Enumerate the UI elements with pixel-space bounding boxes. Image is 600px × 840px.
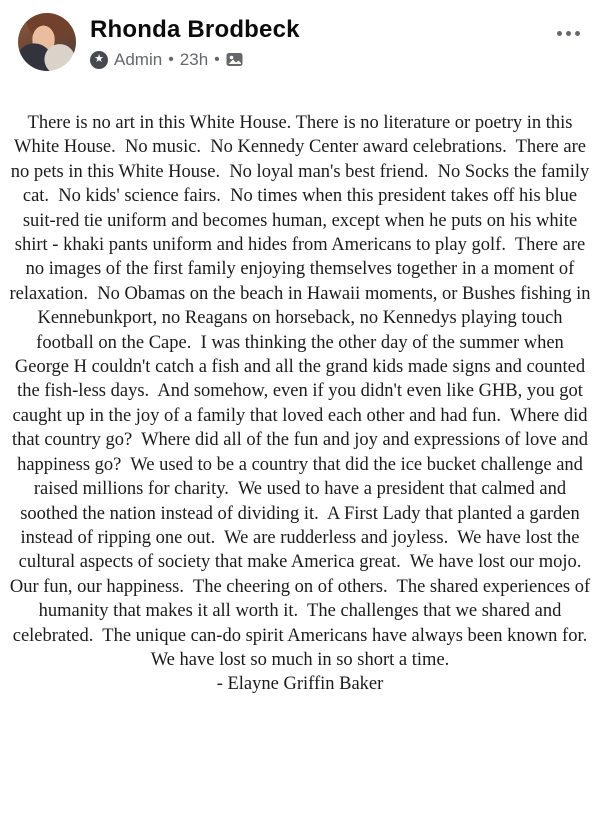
admin-badge-icon: ★ bbox=[90, 51, 108, 69]
meta-separator: • bbox=[168, 50, 174, 68]
audience-icon bbox=[226, 52, 243, 67]
author-role-label: Admin bbox=[114, 50, 163, 70]
post-options-icon bbox=[575, 31, 580, 36]
post-options-icon bbox=[566, 31, 571, 36]
header-text bbox=[90, 13, 553, 69]
post-meta bbox=[90, 51, 553, 69]
post-timestamp[interactable]: 23h bbox=[179, 50, 209, 70]
post-header bbox=[0, 0, 600, 71]
post-image[interactable] bbox=[0, 111, 600, 697]
attribution: - Elayne Griffin Baker bbox=[216, 674, 384, 695]
post-options-button[interactable] bbox=[553, 23, 584, 44]
post-body-text: There is no art in this White House. There is no literature or poetry in this White House. No music. No Kennedy Center award celebrations. There are no pets in this White House. No loyal man's best friend. No Socks the family cat. No kids' science fairs. No times when this president takes off his blue suit-red tie uniform and becomes human, except when he puts on his white shirt - khaki pants uniform and hides from Americans to play golf. There are no images of the first family enjoying themselves together in a moment of relaxation. No Obamas on the beach in Hawaii moments, or Bushes fishing in Kennebunkport, no Reagans on horseback, no Kennedys playing touch football on the Cape. I was thinking the other day of the summer when George H couldn't catch a fish and all the grand kids made signs and counted the fish-less days. And somehow, even if you didn't even like GHB, you got caught up in the joy of a family that loved each other and had fun. Where did that country go? Where did all of the fun and joy and expressions of love and happiness go? We used to be a country that did the ice bucket challenge and raised millions for charity. We used to have a president that calmed and soothed the nation instead of dividing it. A First Lady that planted a garden instead of ripping one out. We are rudderless and joyless. We have lost the cultural aspects of society that make America great. We have lost our mojo. Our fun, our happiness. The cheering on of others. The shared experiences of humanity that makes it all worth it. The challenges that we shared and celebrated. The unique can-do spirit Americans have always been known for. We have lost so much in so short a time. bbox=[9, 113, 596, 670]
meta-separator: • bbox=[214, 50, 220, 68]
avatar[interactable] bbox=[18, 13, 76, 71]
post-options-icon bbox=[557, 31, 562, 36]
author-name[interactable]: Rhonda Brodbeck bbox=[90, 16, 300, 43]
